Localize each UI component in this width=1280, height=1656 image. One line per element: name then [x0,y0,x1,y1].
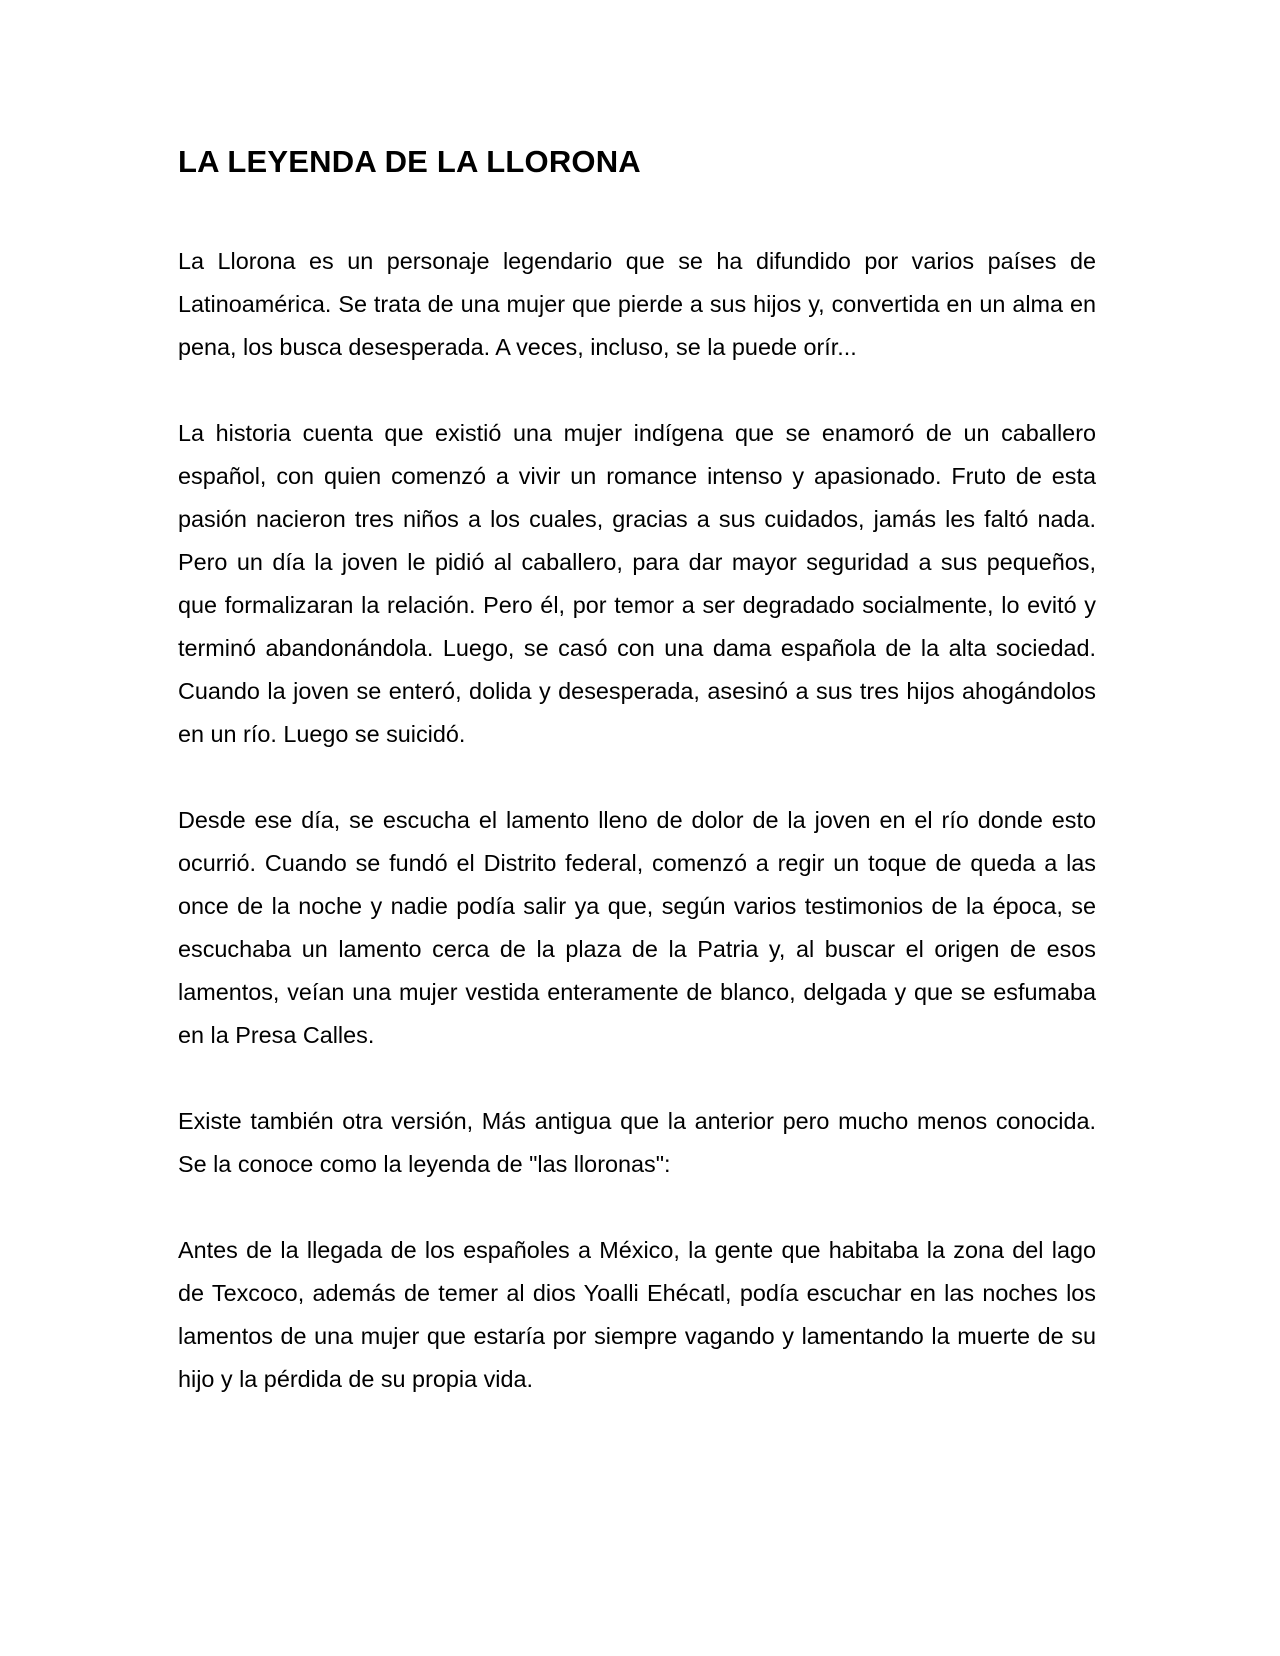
paragraph-history: La historia cuenta que existió una mujer indígena que se enamoró de un caballero español, con quien comenzó a vivir un romance intenso y apasionado. Fruto de esta pasión nacieron tres niños a los cuales, gracias a sus cuidados, jamás les faltó nada. Pero un día la joven le pidió al caballero, para dar mayor seguridad a sus pequeños, que formalizaran la relación. Pero él, por temor a ser degradado socialmente, lo evitó y terminó abandonándola. Luego, se casó con una dama española de la alta sociedad. Cuando la joven se enteró, dolida y desesperada, asesinó a sus tres hijos ahogándolos en un río. Luego se suicidó. [178,420,1096,747]
paragraph-lament: Desde ese día, se escucha el lamento lleno de dolor de la joven en el río donde esto ocurrió. Cuando se fundó el Distrito federal, comenzó a regir un toque de queda a las once de la noche y nadie podía salir ya que, según varios testimonios de la época, se escuchaba un lamento cerca de la plaza de la Patria y, al buscar el origen de esos lamentos, veían una mujer vestida enteramente de blanco, delgada y que se esfumaba en la Presa Calles. [178,807,1096,1048]
document-body [178,140,1096,1444]
paragraph-other-version: Existe también otra versión, Más antigua que la anterior pero mucho menos conocida. Se la conoce como la leyenda de "las lloronas": [178,1108,1096,1177]
paragraph-prehispanic: Antes de la llegada de los españoles a México, la gente que habitaba la zona del lago de Texcoco, además de temer al dios Yoalli Ehécatl, podía escuchar en las noches los lamentos de una mujer que estaría por siempre vagando y lamentando la muerte de su hijo y la pérdida de su propia vida. [178,1237,1096,1392]
document-title: LA LEYENDA DE LA LLORONA [178,144,641,179]
paragraph-intro: La Llorona es un personaje legendario que se ha difundido por varios países de Latinoamérica. Se trata de una mujer que pierde a sus hijos y, convertida en un alma en pena, los busca desesperada. A veces, incluso, se la puede orír... [178,248,1096,360]
